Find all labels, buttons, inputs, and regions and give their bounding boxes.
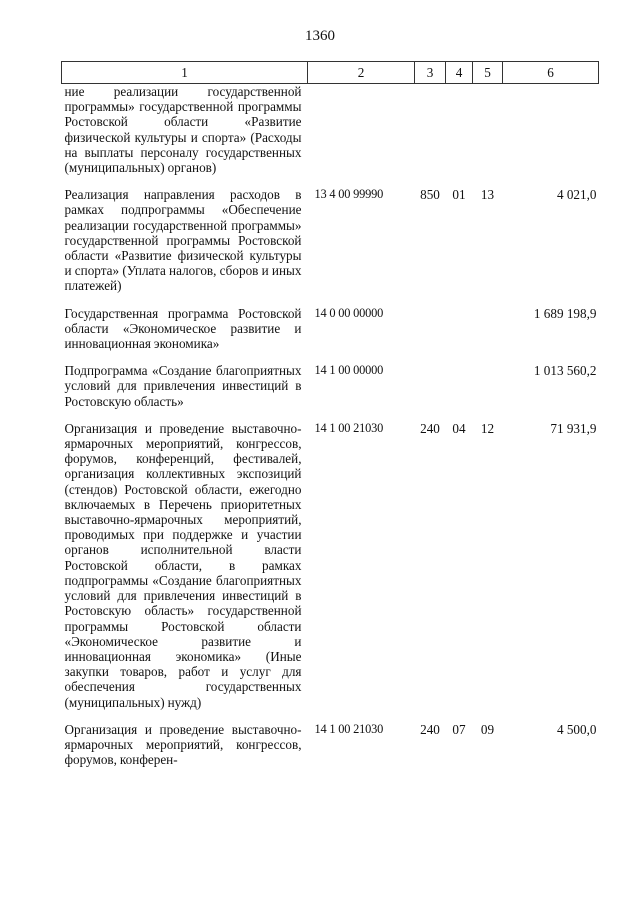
row-amount: 4 021,0 <box>556 187 597 203</box>
row-amount: 4 500,0 <box>556 721 597 737</box>
row-code: 14 1 00 00000 <box>314 363 384 378</box>
column-header-pr: 5 <box>473 62 503 84</box>
row-code: 14 0 00 00000 <box>314 305 384 320</box>
row-amount <box>503 84 599 188</box>
row-vr: 240 <box>420 420 440 436</box>
row-pr <box>473 306 503 364</box>
row-code: 13 4 00 99990 <box>314 187 384 202</box>
row-rz: 07 <box>452 721 466 737</box>
row-rz <box>446 363 473 421</box>
row-code <box>308 84 415 188</box>
table-row <box>62 84 599 188</box>
row-name: Организация и проведение выставочно-ярмарочных мероприятий, конгрессов, форумов, конферен- <box>64 721 302 768</box>
row-rz <box>446 306 473 364</box>
row-vr <box>415 306 446 364</box>
table-row <box>62 722 599 780</box>
table-row <box>62 306 599 364</box>
row-pr: 09 <box>480 721 495 737</box>
page-number: 1360 <box>305 28 335 44</box>
row-rz: 04 <box>452 420 466 436</box>
row-rz <box>446 84 473 188</box>
row-vr: 240 <box>420 721 440 737</box>
row-pr <box>473 84 503 188</box>
column-header-vr: 3 <box>415 62 446 84</box>
row-name: Государственная программа Ростовской области «Экономическое развитие и инновационная экономика» <box>64 305 302 352</box>
column-header-rz: 4 <box>446 62 473 84</box>
row-vr <box>415 84 446 188</box>
column-header-name: 1 <box>62 62 308 84</box>
table-row <box>62 421 599 722</box>
row-name: ние реализации государственной программы» государственной программы Ростовской области «Развитие физической культуры и спорта» (Расходы на выплаты персоналу государственных (муниципальных) органов) <box>64 84 302 176</box>
table-header <box>62 62 599 84</box>
row-name: Организация и проведение выставочно-ярмарочных мероприятий, конгрессов, форумов, конференций, фестивалей, организация коллективных экспозиций (стендов) Ростовской области, ежегодно включаемых в Перечень приоритетных выставочно-ярмарочных мероприятий, проводимых при поддержке и участии органов исполнительной власти Ростовской области, в рамках подпрограммы «Создание благоприятных условий для привлечения инвестиций в Ростовскую область» государственной программы Ростовской области «Экономическое развитие и инновационная экономика» (Иные закупки товаров, работ и услуг для обеспечения государственных (муниципальных) нужд) <box>64 420 302 710</box>
row-rz: 01 <box>452 187 466 203</box>
row-vr: 850 <box>420 187 440 203</box>
column-header-code: 2 <box>308 62 415 84</box>
row-amount: 1 013 560,2 <box>533 363 597 379</box>
row-pr <box>473 363 503 421</box>
row-amount: 71 931,9 <box>550 420 597 436</box>
row-name: Подпрограмма «Создание благоприятных условий для привлечения инвестиций в Ростовскую область» <box>64 363 302 409</box>
row-code: 14 1 00 21030 <box>314 721 384 736</box>
row-pr: 12 <box>480 420 495 436</box>
row-vr <box>415 363 446 421</box>
row-code: 14 1 00 21030 <box>314 420 384 435</box>
table-row <box>62 187 599 305</box>
row-pr: 13 <box>480 187 495 203</box>
column-header-amount: 6 <box>503 62 599 84</box>
budget-table <box>61 61 599 779</box>
table-row <box>62 363 599 421</box>
row-name: Реализация направления расходов в рамках подпрограммы «Обеспечение реализации государственной программы» государственной программы Ростовской области «Развитие физической культуры и спорта» (Уплата налогов, сборов и иных платежей) <box>64 187 302 294</box>
row-amount: 1 689 198,9 <box>533 305 597 321</box>
